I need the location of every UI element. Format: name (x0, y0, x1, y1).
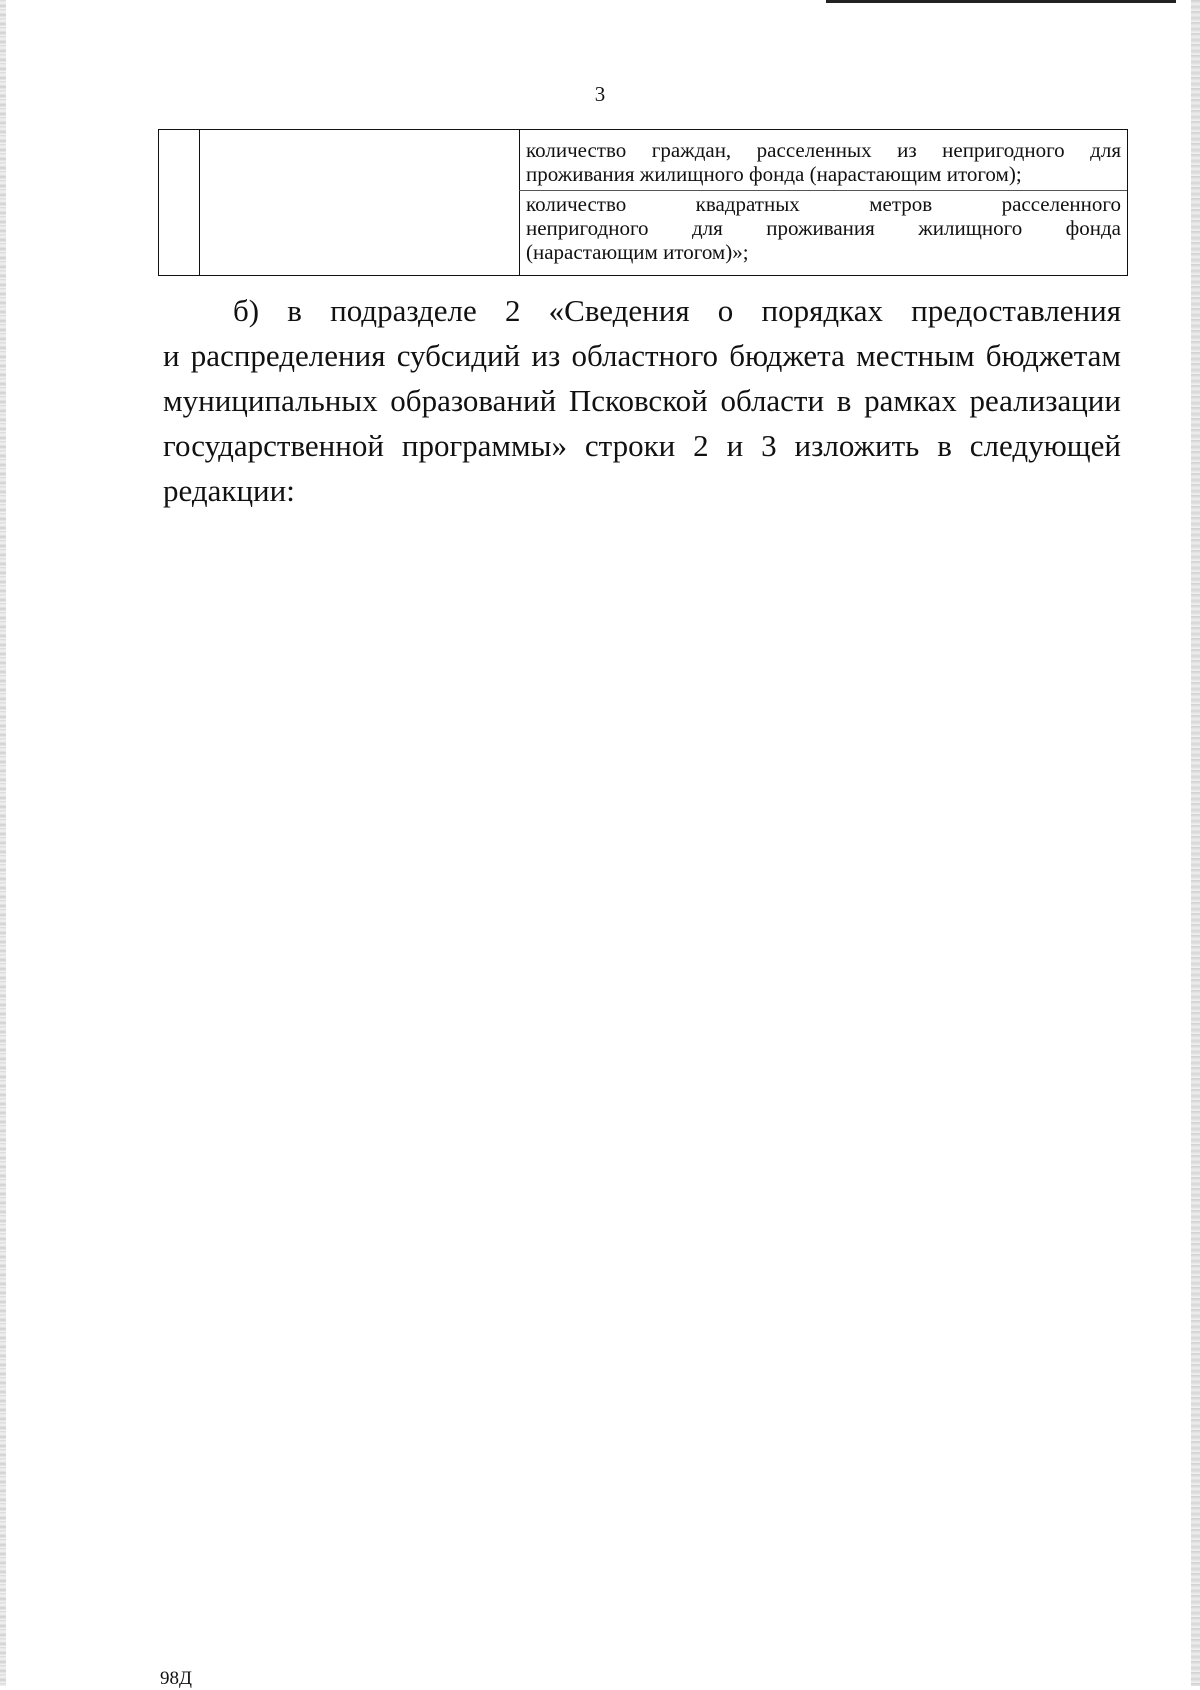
page-number: 3 (594, 82, 606, 106)
table-cell-line: количество квадратных метров расселенного (526, 192, 1121, 216)
scan-edge-right (1191, 0, 1200, 1686)
table-cell-indicators (526, 138, 1121, 264)
scan-edge-left (0, 0, 6, 1686)
table-column-divider (519, 130, 520, 275)
body-paragraph (163, 288, 1121, 513)
table-fragment (158, 129, 1128, 276)
body-line: муниципальных образований Псковской области в рамках реализации (163, 383, 1121, 418)
table-cell-line: непригодного для проживания жилищного фонда (526, 216, 1121, 240)
body-line: государственной программы» строки 2 и 3 изложить в следующей (163, 428, 1121, 463)
table-column-divider (199, 130, 200, 275)
table-cell-line: количество граждан, расселенных из непригодного для (526, 138, 1121, 162)
body-line: б) в подразделе 2 «Сведения о порядках предоставления (233, 293, 1121, 328)
body-line: редакции: (163, 473, 295, 508)
body-line: и распределения субсидий из областного бюджета местным бюджетам (163, 338, 1121, 373)
footer-code: 98Д (160, 1668, 192, 1689)
scan-top-line (826, 0, 1176, 3)
table-cell-line: (нарастающим итогом)»; (526, 240, 749, 264)
table-cell-line: проживания жилищного фонда (нарастающим итогом); (526, 162, 1022, 186)
